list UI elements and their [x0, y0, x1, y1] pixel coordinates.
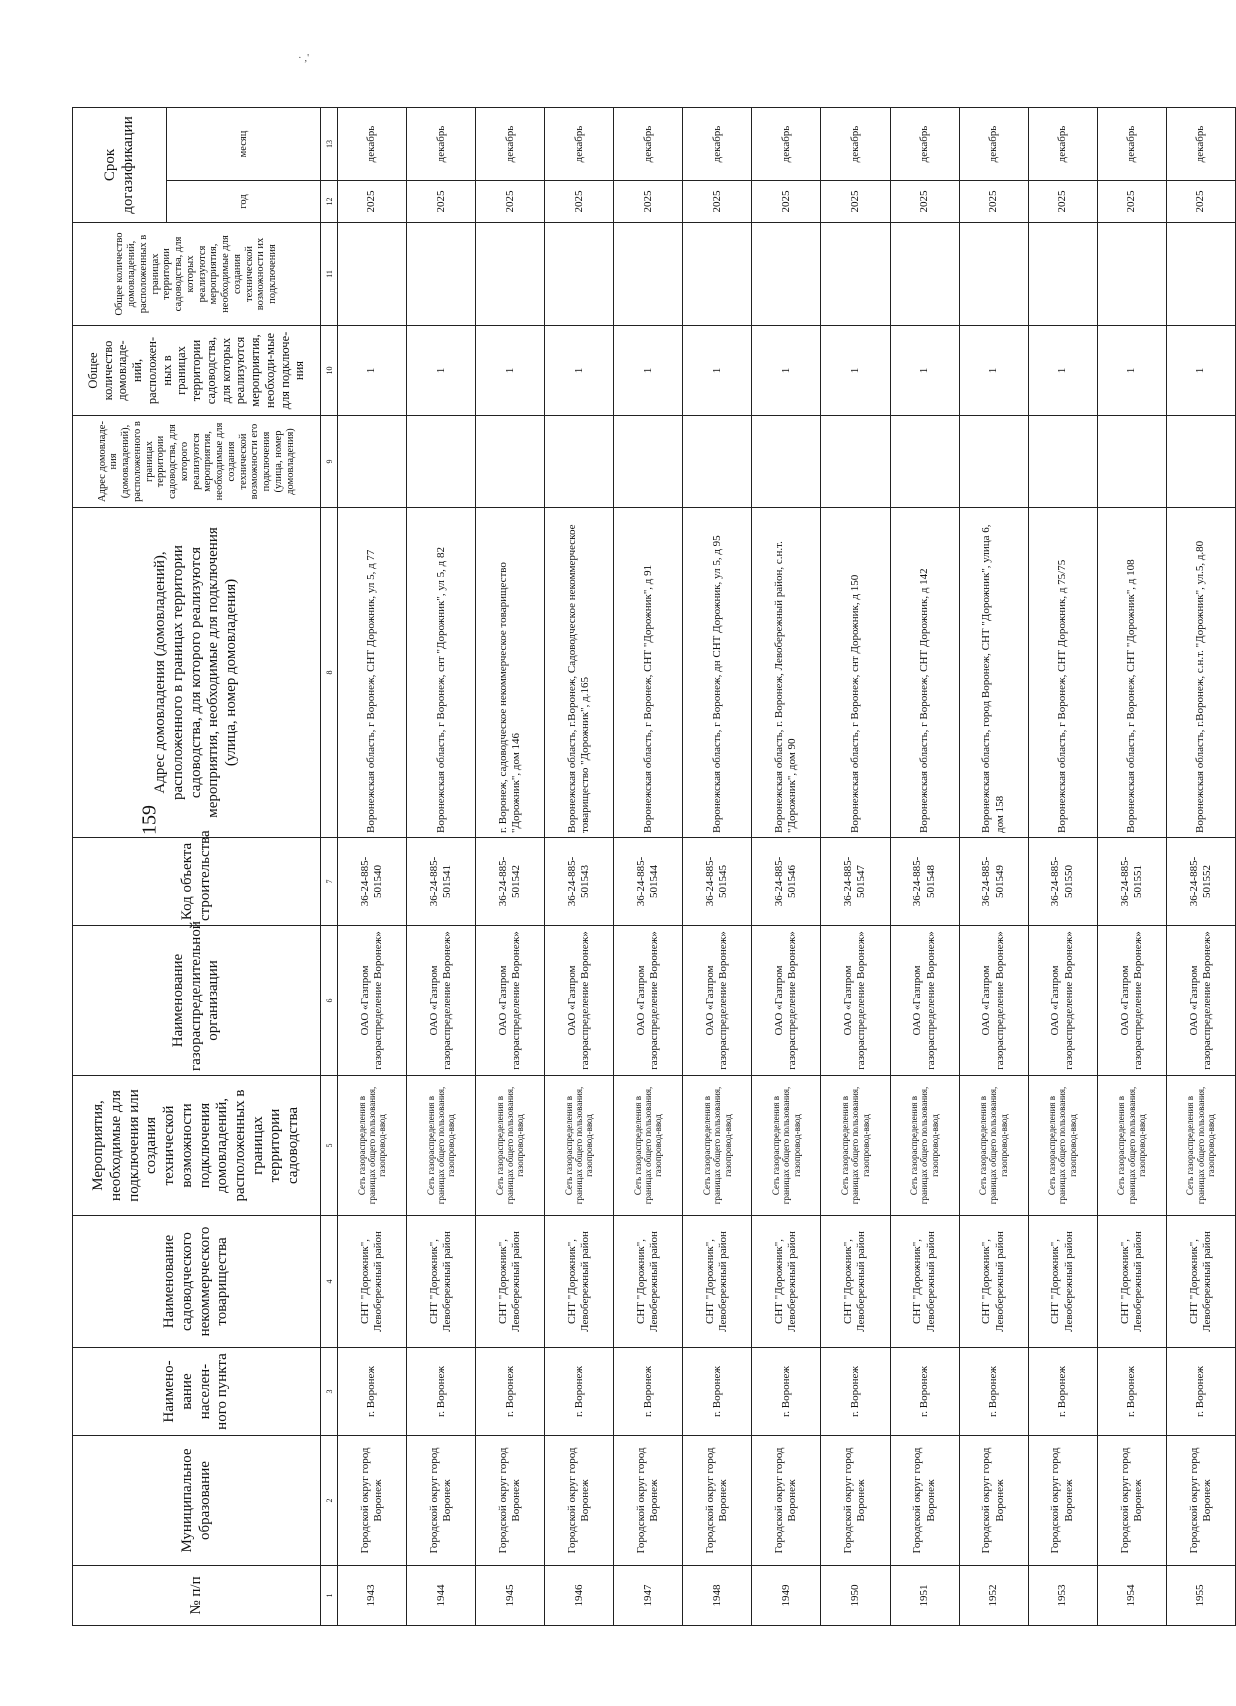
municipality-cell: Городской округ город Воронеж — [1097, 1436, 1166, 1566]
address-tech-cell — [1097, 416, 1166, 508]
partnership-cell: СНТ "Дорожник", Левобережный район — [338, 1216, 407, 1348]
measures-cell: Сеть газораспределения в границах общего пользования, газопровод-ввод — [890, 1076, 959, 1216]
partnership-cell: СНТ "Дорожник", Левобережный район — [1028, 1216, 1097, 1348]
count-connect-cell: 1 — [1166, 326, 1235, 416]
header-term: Срок догазификации — [73, 107, 167, 222]
measures-cell: Сеть газораспределения в границах общего пользования, газопровод-ввод — [338, 1076, 407, 1216]
object-code-cell: 36-24-885-501542 — [476, 838, 545, 926]
municipality-cell: Городской округ город Воронеж — [683, 1436, 752, 1566]
row-number: 1947 — [614, 1566, 683, 1626]
partnership-cell: СНТ "Дорожник", Левобережный район — [545, 1216, 614, 1348]
column-number: 7 — [321, 838, 338, 926]
object-code-cell: 36-24-885-501544 — [614, 838, 683, 926]
address-tech-cell — [959, 416, 1028, 508]
count-tech-cell — [407, 223, 476, 326]
table-row — [476, 107, 545, 1625]
year-cell: 2025 — [890, 181, 959, 223]
year-cell: 2025 — [338, 181, 407, 223]
row-number: 1944 — [407, 1566, 476, 1626]
row-number: 1954 — [1097, 1566, 1166, 1626]
year-cell: 2025 — [614, 181, 683, 223]
object-code-cell: 36-24-885-501551 — [1097, 838, 1166, 926]
address-tech-cell — [683, 416, 752, 508]
table-row — [683, 107, 752, 1625]
count-connect-cell: 1 — [1028, 326, 1097, 416]
gas-org-cell: ОАО «Газпром газораспределение Воронеж» — [821, 926, 890, 1076]
column-number: 2 — [321, 1436, 338, 1566]
column-number: 12 — [321, 181, 338, 223]
table-row — [752, 107, 821, 1625]
row-number: 1943 — [338, 1566, 407, 1626]
address-cell: Воронежская область, г Воронеж, СНТ Дорожник, д 75/75 — [1028, 508, 1097, 838]
header-measures: Мероприятия, необходимые для подключения или создания технической возможности подключения домовладений, расположенных в границах территории садоводства — [73, 1076, 321, 1216]
object-code-cell: 36-24-885-501541 — [407, 838, 476, 926]
settlement-cell: г. Воронеж — [821, 1348, 890, 1436]
count-tech-cell — [683, 223, 752, 326]
municipality-cell: Городской округ город Воронеж — [338, 1436, 407, 1566]
year-cell: 2025 — [752, 181, 821, 223]
count-connect-cell: 1 — [752, 326, 821, 416]
gas-org-cell: ОАО «Газпром газораспределение Воронеж» — [959, 926, 1028, 1076]
gas-org-cell: ОАО «Газпром газораспределение Воронеж» — [407, 926, 476, 1076]
municipality-cell: Городской округ город Воронеж — [407, 1436, 476, 1566]
address-cell: Воронежская область, г Воронеж, СНТ "Дорожник", д 108 — [1097, 508, 1166, 838]
settlement-cell: г. Воронеж — [1028, 1348, 1097, 1436]
gas-org-cell: ОАО «Газпром газораспределение Воронеж» — [338, 926, 407, 1076]
measures-cell: Сеть газораспределения в границах общего пользования, газопровод-ввод — [1028, 1076, 1097, 1216]
address-cell: Воронежская область, г Воронеж, СНТ Дорожник, ул 5, д 77 — [338, 508, 407, 838]
address-cell: Воронежская область, г.Воронеж, с.н.т. "Дорожник", ул.5, д.80 — [1166, 508, 1235, 838]
header-count-tech: Общее количество домовладений, расположенных в границах территории садоводства, для которых реализуются мероприятия, необходимые для создания технической возможности их подключения — [73, 223, 321, 326]
settlement-cell: г. Воронеж — [683, 1348, 752, 1436]
month-cell: декабрь — [821, 107, 890, 180]
table-row — [1097, 107, 1166, 1625]
address-tech-cell — [614, 416, 683, 508]
count-tech-cell — [545, 223, 614, 326]
column-number-row — [321, 107, 338, 1625]
count-connect-cell: 1 — [959, 326, 1028, 416]
month-cell: декабрь — [545, 107, 614, 180]
table-body — [338, 107, 1236, 1625]
settlement-cell: г. Воронеж — [545, 1348, 614, 1436]
partnership-cell: СНТ "Дорожник", Левобережный район — [1166, 1216, 1235, 1348]
table-row — [407, 107, 476, 1625]
column-number: 6 — [321, 926, 338, 1076]
gas-org-cell: ОАО «Газпром газораспределение Воронеж» — [1097, 926, 1166, 1076]
municipality-cell: Городской округ город Воронеж — [1028, 1436, 1097, 1566]
municipality-cell: Городской округ город Воронеж — [1166, 1436, 1235, 1566]
object-code-cell: 36-24-885-501550 — [1028, 838, 1097, 926]
address-tech-cell — [752, 416, 821, 508]
gas-org-cell: ОАО «Газпром газораспределение Воронеж» — [476, 926, 545, 1076]
count-connect-cell: 1 — [407, 326, 476, 416]
count-tech-cell — [752, 223, 821, 326]
partnership-cell: СНТ "Дорожник", Левобережный район — [407, 1216, 476, 1348]
count-connect-cell: 1 — [476, 326, 545, 416]
measures-cell: Сеть газораспределения в границах общего пользования, газопровод-ввод — [614, 1076, 683, 1216]
settlement-cell: г. Воронеж — [1166, 1348, 1235, 1436]
table-row — [1166, 107, 1235, 1625]
month-cell: декабрь — [476, 107, 545, 180]
row-number: 1955 — [1166, 1566, 1235, 1626]
measures-cell: Сеть газораспределения в границах общего пользования, газопровод-ввод — [683, 1076, 752, 1216]
measures-cell: Сеть газораспределения в границах общего пользования, газопровод-ввод — [752, 1076, 821, 1216]
gasification-table — [72, 107, 1236, 1626]
year-cell: 2025 — [545, 181, 614, 223]
settlement-cell: г. Воронеж — [476, 1348, 545, 1436]
row-number: 1950 — [821, 1566, 890, 1626]
gas-org-cell: ОАО «Газпром газораспределение Воронеж» — [752, 926, 821, 1076]
measures-cell: Сеть газораспределения в границах общего пользования, газопровод-ввод — [1166, 1076, 1235, 1216]
table-row — [545, 107, 614, 1625]
count-tech-cell — [476, 223, 545, 326]
address-cell: Воронежская область, г. Воронеж, Левобережный район, с.н.т. "Дорожник", дом 90 — [752, 508, 821, 838]
count-tech-cell — [821, 223, 890, 326]
row-number: 1952 — [959, 1566, 1028, 1626]
column-number: 11 — [321, 223, 338, 326]
count-tech-cell — [890, 223, 959, 326]
count-connect-cell: 1 — [1097, 326, 1166, 416]
month-cell: декабрь — [890, 107, 959, 180]
object-code-cell: 36-24-885-501548 — [890, 838, 959, 926]
month-cell: декабрь — [407, 107, 476, 180]
gas-org-cell: ОАО «Газпром газораспределение Воронеж» — [545, 926, 614, 1076]
count-connect-cell: 1 — [545, 326, 614, 416]
object-code-cell: 36-24-885-501552 — [1166, 838, 1235, 926]
header-address: Адрес домовладения (домовладений), расположенного в границах территории садоводства, для которого реализуются мероприятия, необходимые для подключения (улица, номер домовладения) — [73, 508, 321, 838]
address-cell: Воронежская область, г Воронеж, дн СНТ Дорожник, ул 5, д 95 — [683, 508, 752, 838]
column-number: 10 — [321, 326, 338, 416]
object-code-cell: 36-24-885-501546 — [752, 838, 821, 926]
year-cell: 2025 — [407, 181, 476, 223]
settlement-cell: г. Воронеж — [890, 1348, 959, 1436]
row-number: 1953 — [1028, 1566, 1097, 1626]
address-cell: Воронежская область, город Воронеж, СНТ "Дорожник", улица 6, дом 158 — [959, 508, 1028, 838]
address-cell: Воронежская область, г.Воронеж, Садоводческое некоммерческое товарищество "Дорожник", д.165 — [545, 508, 614, 838]
column-number: 5 — [321, 1076, 338, 1216]
count-connect-cell: 1 — [338, 326, 407, 416]
municipality-cell: Городской округ город Воронеж — [821, 1436, 890, 1566]
table-row — [959, 107, 1028, 1625]
year-cell: 2025 — [1166, 181, 1235, 223]
measures-cell: Сеть газораспределения в границах общего пользования, газопровод-ввод — [545, 1076, 614, 1216]
column-number: 4 — [321, 1216, 338, 1348]
row-number: 1945 — [476, 1566, 545, 1626]
settlement-cell: г. Воронеж — [1097, 1348, 1166, 1436]
address-cell: Воронежская область, г Воронеж, снт "Дорожник", ул 5, д 82 — [407, 508, 476, 838]
partnership-cell: СНТ "Дорожник", Левобережный район — [614, 1216, 683, 1348]
month-cell: декабрь — [752, 107, 821, 180]
object-code-cell: 36-24-885-501547 — [821, 838, 890, 926]
column-number: 13 — [321, 107, 338, 180]
year-cell: 2025 — [959, 181, 1028, 223]
year-cell: 2025 — [1028, 181, 1097, 223]
count-connect-cell: 1 — [683, 326, 752, 416]
address-tech-cell — [407, 416, 476, 508]
partnership-cell: СНТ "Дорожник", Левобережный район — [683, 1216, 752, 1348]
address-cell: г. Воронеж, садоводческое некоммерческое товарищество "Дорожник", дом 146 — [476, 508, 545, 838]
header-settlement: Наимено-вание населен-ного пункта — [73, 1348, 321, 1436]
month-cell: декабрь — [1097, 107, 1166, 180]
table-row — [338, 107, 407, 1625]
month-cell: декабрь — [338, 107, 407, 180]
count-tech-cell — [614, 223, 683, 326]
gas-org-cell: ОАО «Газпром газораспределение Воронеж» — [1166, 926, 1235, 1076]
address-tech-cell — [1028, 416, 1097, 508]
measures-cell: Сеть газораспределения в границах общего пользования, газопровод-ввод — [1097, 1076, 1166, 1216]
gas-org-cell: ОАО «Газпром газораспределение Воронеж» — [890, 926, 959, 1076]
year-cell: 2025 — [476, 181, 545, 223]
partnership-cell: СНТ "Дорожник", Левобережный район — [752, 1216, 821, 1348]
scan-mark: · ,' — [298, 52, 310, 64]
count-tech-cell — [1028, 223, 1097, 326]
address-tech-cell — [1166, 416, 1235, 508]
object-code-cell: 36-24-885-501543 — [545, 838, 614, 926]
header-year: год — [167, 181, 321, 223]
address-cell: Воронежская область, г Воронеж, СНТ "Дорожник", д 91 — [614, 508, 683, 838]
count-connect-cell: 1 — [614, 326, 683, 416]
month-cell: декабрь — [683, 107, 752, 180]
gas-org-cell: ОАО «Газпром газораспределение Воронеж» — [614, 926, 683, 1076]
address-tech-cell — [338, 416, 407, 508]
year-cell: 2025 — [821, 181, 890, 223]
municipality-cell: Городской округ город Воронеж — [752, 1436, 821, 1566]
count-tech-cell — [338, 223, 407, 326]
table-row — [890, 107, 959, 1625]
count-tech-cell — [959, 223, 1028, 326]
settlement-cell: г. Воронеж — [407, 1348, 476, 1436]
header-gas-org: Наименование газораспределительной организации — [73, 926, 321, 1076]
row-number: 1951 — [890, 1566, 959, 1626]
count-connect-cell: 1 — [890, 326, 959, 416]
header-address-tech: Адрес домовладе-ния (домовладений), расположенного в границах территории садоводства, для которого реализуются мероприятия, необходимые для создания технической возможности его подключения (улица, номер домовладения) — [73, 416, 321, 508]
page-number: 159 — [138, 805, 161, 835]
measures-cell: Сеть газораспределения в границах общего пользования, газопровод-ввод — [959, 1076, 1028, 1216]
address-tech-cell — [890, 416, 959, 508]
header-count-connect: Общее количество домовладе-ний, расположен-ных в границах территории садоводства, для которых реализуются мероприятия, необходи-мые для подключе-ния — [73, 326, 321, 416]
address-tech-cell — [545, 416, 614, 508]
column-number: 9 — [321, 416, 338, 508]
month-cell: декабрь — [614, 107, 683, 180]
partnership-cell: СНТ "Дорожник", Левобережный район — [821, 1216, 890, 1348]
address-cell: Воронежская область, г Воронеж, СНТ Дорожник, д 142 — [890, 508, 959, 838]
column-number: 1 — [321, 1566, 338, 1626]
gas-org-cell: ОАО «Газпром газораспределение Воронеж» — [683, 926, 752, 1076]
count-connect-cell: 1 — [821, 326, 890, 416]
municipality-cell: Городской округ город Воронеж — [614, 1436, 683, 1566]
rotated-table-container — [72, 108, 1236, 1626]
settlement-cell: г. Воронеж — [614, 1348, 683, 1436]
gas-org-cell: ОАО «Газпром газораспределение Воронеж» — [1028, 926, 1097, 1076]
address-cell: Воронежская область, г Воронеж, снт Дорожник, д 150 — [821, 508, 890, 838]
header-object-code: Код объекта строительства — [73, 838, 321, 926]
table-row — [1028, 107, 1097, 1625]
object-code-cell: 36-24-885-501540 — [338, 838, 407, 926]
object-code-cell: 36-24-885-501545 — [683, 838, 752, 926]
measures-cell: Сеть газораспределения в границах общего пользования, газопровод-ввод — [407, 1076, 476, 1216]
month-cell: декабрь — [1028, 107, 1097, 180]
row-number: 1949 — [752, 1566, 821, 1626]
count-tech-cell — [1166, 223, 1235, 326]
partnership-cell: СНТ "Дорожник", Левобережный район — [959, 1216, 1028, 1348]
partnership-cell: СНТ "Дорожник", Левобережный район — [890, 1216, 959, 1348]
partnership-cell: СНТ "Дорожник", Левобережный район — [476, 1216, 545, 1348]
header-num: № п/п — [73, 1566, 321, 1626]
month-cell: декабрь — [1166, 107, 1235, 180]
partnership-cell: СНТ "Дорожник", Левобережный район — [1097, 1216, 1166, 1348]
header-row-1 — [73, 107, 167, 1625]
settlement-cell: г. Воронеж — [752, 1348, 821, 1436]
municipality-cell: Городской округ город Воронеж — [545, 1436, 614, 1566]
municipality-cell: Городской округ город Воронеж — [476, 1436, 545, 1566]
address-tech-cell — [821, 416, 890, 508]
row-number: 1946 — [545, 1566, 614, 1626]
header-partnership: Наименование садоводческого некоммерческого товарищества — [73, 1216, 321, 1348]
column-number: 3 — [321, 1348, 338, 1436]
table-row — [821, 107, 890, 1625]
measures-cell: Сеть газораспределения в границах общего пользования, газопровод-ввод — [821, 1076, 890, 1216]
settlement-cell: г. Воронеж — [959, 1348, 1028, 1436]
header-month: месяц — [167, 107, 321, 180]
year-cell: 2025 — [683, 181, 752, 223]
settlement-cell: г. Воронеж — [338, 1348, 407, 1436]
address-tech-cell — [476, 416, 545, 508]
month-cell: декабрь — [959, 107, 1028, 180]
column-number: 8 — [321, 508, 338, 838]
measures-cell: Сеть газораспределения в границах общего пользования, газопровод-ввод — [476, 1076, 545, 1216]
year-cell: 2025 — [1097, 181, 1166, 223]
count-tech-cell — [1097, 223, 1166, 326]
municipality-cell: Городской округ город Воронеж — [959, 1436, 1028, 1566]
header-municipality: Муниципальное образование — [73, 1436, 321, 1566]
row-number: 1948 — [683, 1566, 752, 1626]
municipality-cell: Городской округ город Воронеж — [890, 1436, 959, 1566]
object-code-cell: 36-24-885-501549 — [959, 838, 1028, 926]
table-row — [614, 107, 683, 1625]
